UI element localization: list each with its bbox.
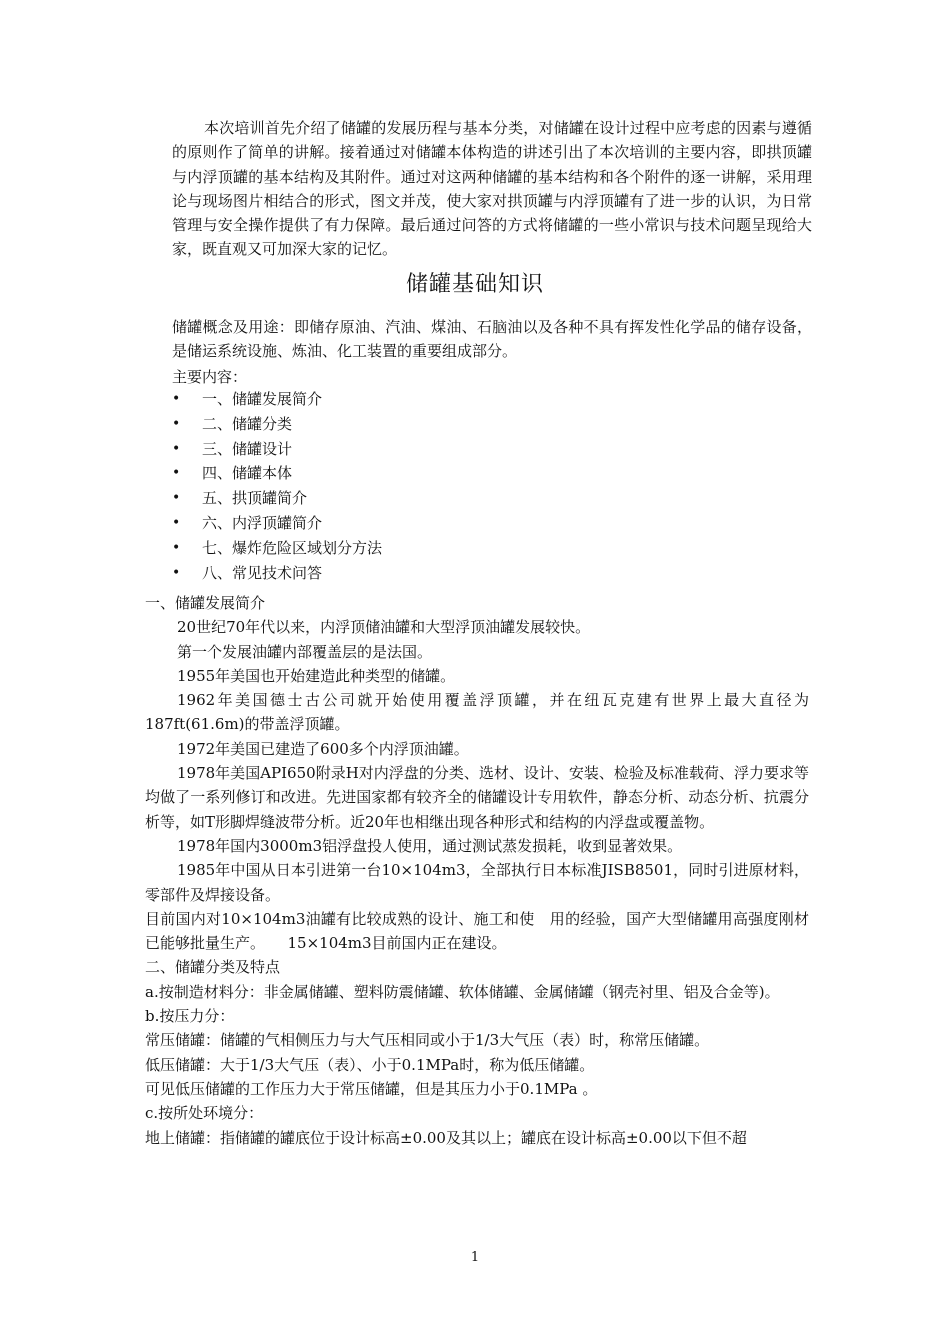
paragraph: 1985年中国从日本引进第一台10×104m3，全部执行日本标准JISB8501，同时引进原材料，零部件及焊接设备。 (145, 861, 809, 904)
paragraph: 1962年美国德士古公司就开始使用覆盖浮顶罐，并在纽瓦克建有世界上最大直径为187ft(61.6m)的带盖浮顶罐。 (145, 691, 809, 734)
toc-label: 主要内容： (172, 368, 248, 386)
bullet-icon: • (172, 440, 181, 457)
toc-item: • 五、拱顶罐简介 (172, 486, 382, 511)
page-number: 1 (470, 1250, 480, 1265)
paragraph: 1972年美国已建造了600多个内浮顶油罐。 (177, 739, 469, 758)
paragraph: b.按压力分： (145, 1007, 235, 1026)
paragraph: c.按所处环境分： (145, 1104, 264, 1123)
toc-item: • 二、储罐分类 (172, 412, 382, 437)
bullet-icon: • (172, 539, 181, 556)
concept-paragraph: 储罐概念及用途：即储存原油、汽油、煤油、石脑油以及各种不具有挥发性化学品的储存设备，是储运系统设施、炼油、化工装置的重要组成部分。 (172, 318, 812, 361)
paragraph: a.按制造材料分：非金属储罐、塑料防震储罐、软体储罐、金属储罐（钢壳衬里、铝及合金等)。 (145, 982, 780, 1001)
body-text (145, 591, 809, 1150)
bullet-icon: • (172, 391, 181, 407)
bullet-icon: • (172, 490, 181, 507)
bullet-icon: • (172, 465, 181, 482)
toc-item: • 四、储罐本体 (172, 461, 382, 486)
section-heading: 一、储罐发展简介 (145, 594, 266, 612)
bullet-icon: • (172, 564, 181, 581)
paragraph: 1978年国内3000m3铝浮盘投人使用，通过测试蒸发损耗，收到显著效果。 (177, 836, 683, 855)
section-heading: 二、储罐分类及特点 (145, 958, 281, 977)
document-title: 储罐基础知识 (405, 272, 544, 297)
intro-paragraph: 本次培训首先介绍了储罐的发展历程与基本分类，对储罐在设计过程中应考虑的因素与遵循的原则作了简单的讲解。接着通过对储罐本体构造的讲述引出了本次培训的主要内容，即拱顶罐与内浮顶罐的基本结构及其附件。通过对这两种储罐的基本结构和各个附件的逐一讲解，采用理论与现场图片相结合的形式，图文并茂，使大家对拱顶罐与内浮顶罐有了进一步的认识，为日常管理与安全操作提供了有力保障。最后通过问答的方式将储罐的一些小常识与技术问题呈现给大家，既直观又可加深大家的记忆。 (172, 119, 812, 259)
bullet-icon: • (172, 415, 181, 432)
toc-item: • 三、储罐设计 (172, 437, 382, 462)
paragraph: 目前国内对10×104m3油罐有比较成熟的设计、施工和使 用的经验，国产大型储罐用高强度刚材已能够批量生产。 15×104m3目前国内正在建设。 (145, 909, 809, 953)
toc-list (172, 387, 382, 585)
paragraph: 低压储罐：大于1/3大气压（表）、小于0.1MPa时，称为低压储罐。 (145, 1055, 595, 1074)
paragraph: 地上储罐：指储罐的罐底位于设计标高±0.00及其以上；罐底在设计标高±0.00以下但不超 (145, 1128, 747, 1147)
paragraph: 可见低压储罐的工作压力大于常压储罐，但是其压力小于0.1MPa 。 (145, 1079, 598, 1098)
toc-item: • 一、储罐发展简介 (172, 387, 382, 412)
paragraph: 第一个发展油罐内部覆盖层的是法国。 (177, 642, 433, 661)
toc-item: • 七、爆炸危险区域划分方法 (172, 536, 382, 561)
bullet-icon: • (172, 514, 181, 531)
paragraph: 1955年美国也开始建造此种类型的储罐。 (177, 666, 456, 685)
paragraph: 1978年美国API650附录H对内浮盘的分类、选材、设计、安装、检验及标准载荷、浮力要求等均做了一系列修订和改进。先进国家都有较齐全的储罐设计专用软件，静态分析、动态分析、抗震分析等，如T形脚焊缝波带分析。近20年也相继出现各种形式和结构的内浮盘或覆盖物。 (145, 764, 809, 831)
toc-item: • 六、内浮顶罐简介 (172, 511, 382, 536)
toc-item: • 八、常见技术问答 (172, 561, 382, 586)
paragraph: 常压储罐：储罐的气相侧压力与大气压相同或小于1/3大气压（表）时，称常压储罐。 (145, 1031, 710, 1050)
paragraph: 20世纪70年代以来，内浮顶储油罐和大型浮顶油罐发展较快。 (177, 618, 591, 637)
